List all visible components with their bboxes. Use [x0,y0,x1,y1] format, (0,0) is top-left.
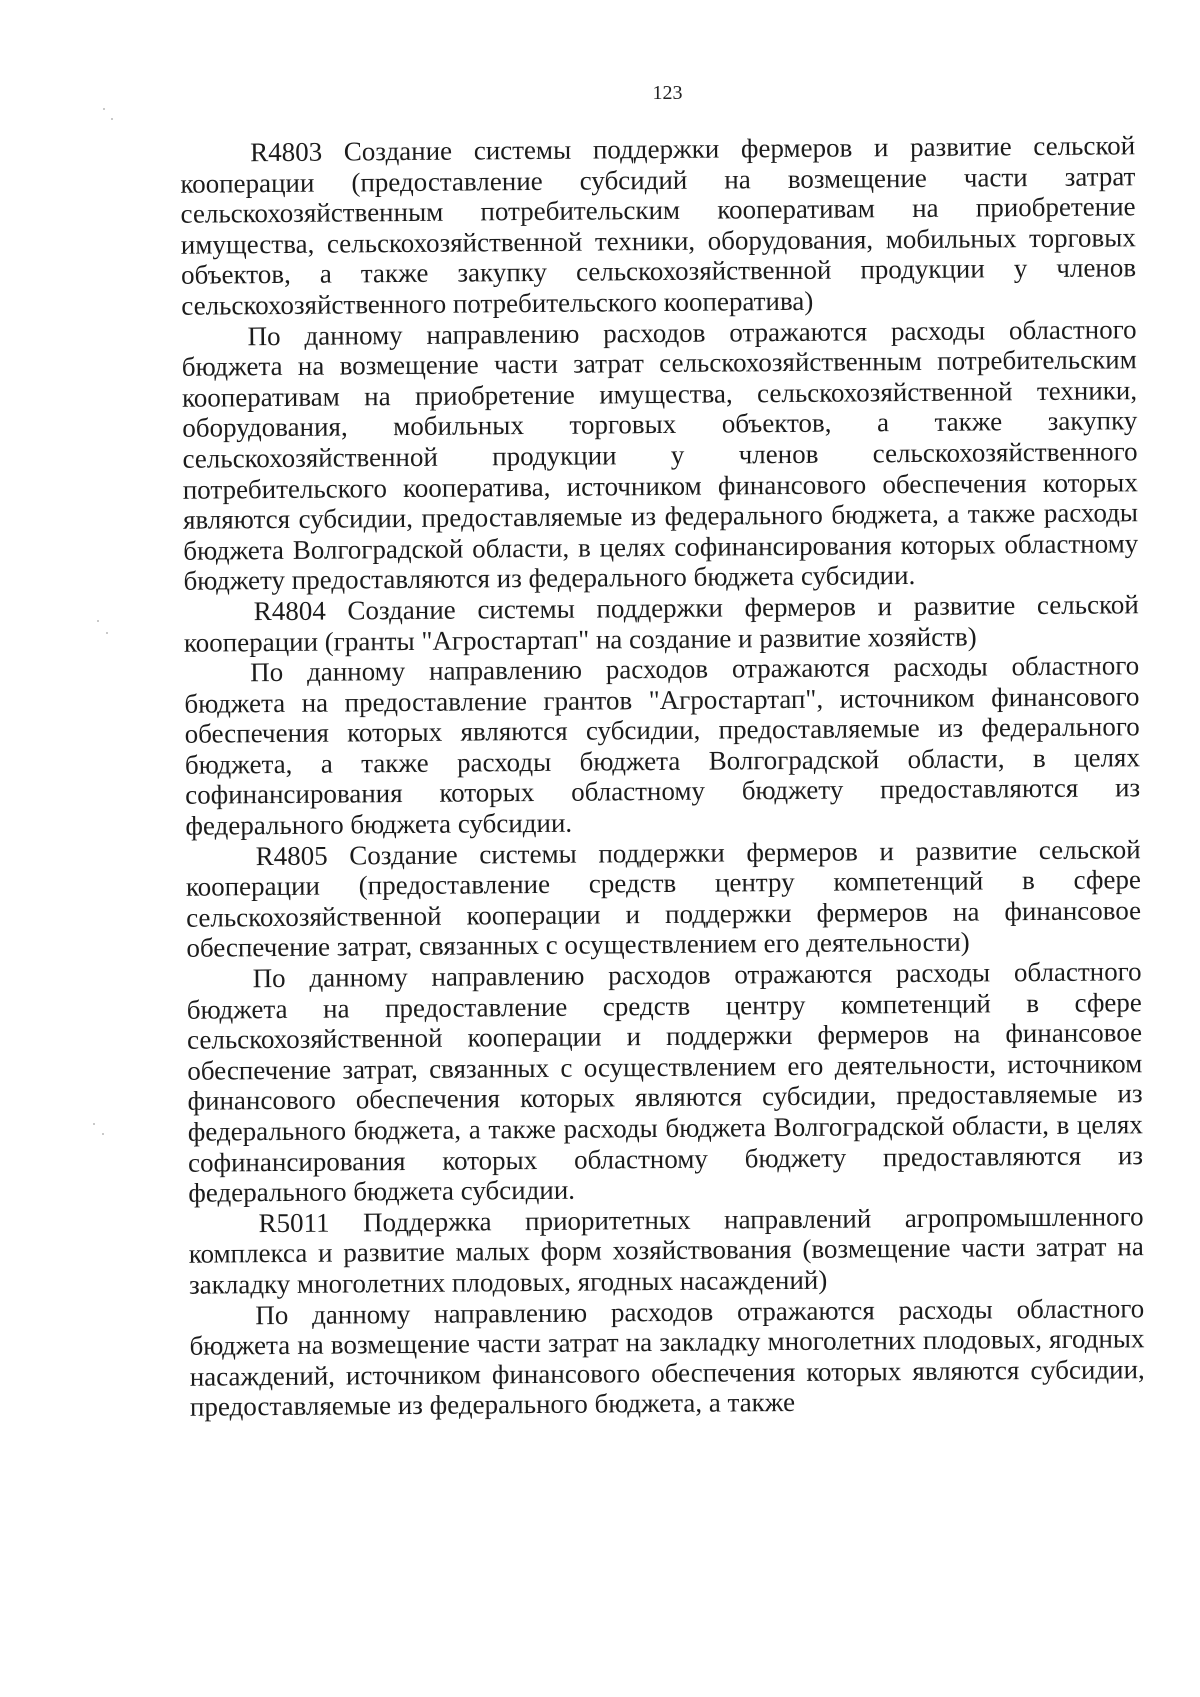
document-body [180,130,1145,1422]
scan-speck [103,108,105,110]
paragraph-r5011-description: По данному направлению расходов отражаются расходы областного бюджета на возмещение части затрат на закладку многолетних плодовых, ягодных насаждений, источником финансового обеспечения которых являются субсидии, предоставляемые из федерального бюджета, а также [189,1292,1145,1423]
paragraph-r4803-description: По данному направлению расходов отражаются расходы областного бюджета на возмещение части затрат сельскохозяйственным потребительским кооперативам на приобретение имущества, сельскохозяйственной техники, оборудования, мобильных торговых объектов, а также закупку сельскохозяйственной продукции у членов сельскохозяйственного потребительского кооператива, источником финансового обеспечения которых являются субсидии, предоставляемые из федерального бюджета, а также расходы бюджета Волгоградской области, в целях софинансирования которых областному бюджету предоставляются из федерального бюджета субсидии. [181,313,1139,597]
paragraph-r4805-description: По данному направлению расходов отражаются расходы областного бюджета на предоставление средств центру компетенций в сфере сельскохозяйственной кооперации и поддержки фермеров на финансовое обеспечение затрат, связанных с осуществлением его деятельности, источником финансового обеспечения которых являются субсидии, предоставляемые из федерального бюджета, а также расходы бюджета Волгоградской области, в целях софинансирования которых областному бюджету предоставляются из федерального бюджета субсидии. [186,956,1144,1208]
scan-speck [111,118,113,120]
paragraph-r4803-heading: R4803 Создание системы поддержки фермеров и развитие сельской кооперации (предоставление субсидий на возмещение части затрат сельскохозяйственным потребительским кооперативам на приобретение имущества, сельскохозяйственной техники, оборудования, мобильных торговых объектов, а также закупку сельскохозяйственной продукции у членов сельскохозяйственного потребительского кооператива) [180,130,1137,321]
paragraph-r5011-heading: R5011 Поддержка приоритетных направлений агропромышленного комплекса и развитие малых форм хозяйствования (возмещение части затрат на закладку многолетних плодовых, ягодных насаждений) [188,1200,1144,1300]
scan-speck [102,1133,104,1135]
scan-speck [97,620,99,622]
paragraph-r4804-heading: R4804 Создание системы поддержки фермеров и развитие сельской кооперации (гранты "Агростартап" на создание и развитие хозяйств) [183,589,1139,658]
scan-speck [106,632,108,634]
paragraph-r4805-heading: R4805 Создание системы поддержки фермеров и развитие сельской кооперации (предоставление средств центру компетенций в сфере сельскохозяйственной кооперации и поддержки фермеров на финансовое обеспечение затрат, связанных с осуществлением его деятельности) [185,833,1142,964]
page-number: 123 [652,82,683,104]
paragraph-r4804-description: По данному направлению расходов отражаются расходы областного бюджета на предоставление грантов "Агростартап", источником финансового обеспечения которых являются субсидии, предоставляемые из федерального бюджета, а также расходы бюджета Волгоградской области, в целях софинансирования которых областному бюджету предоставляются из федерального бюджета субсидии. [184,650,1141,841]
scan-speck [93,1123,95,1125]
